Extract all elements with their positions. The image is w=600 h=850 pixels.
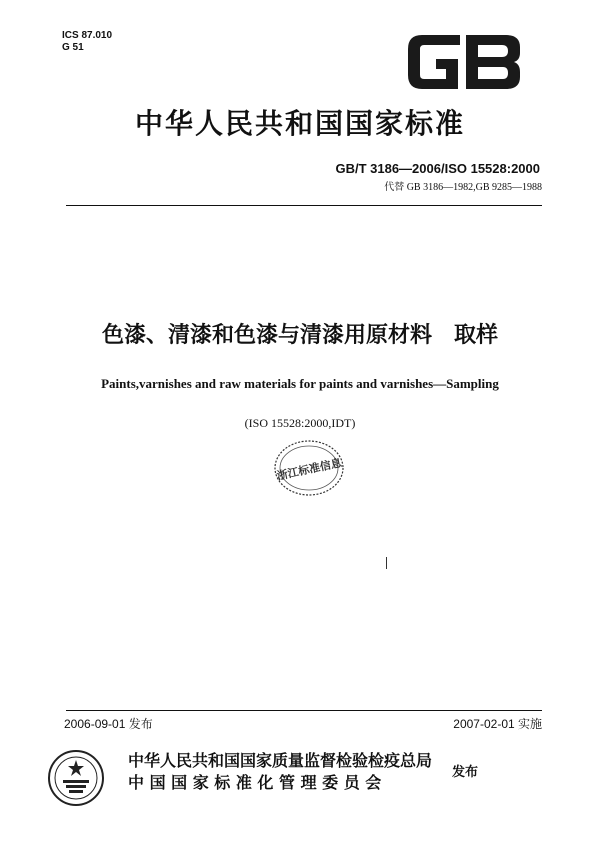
issue-label: 发布 bbox=[452, 765, 479, 780]
standard-number: GB/T 3186—2006/ISO 15528:2000 bbox=[335, 161, 540, 176]
stamp-text: 浙江标准信息 bbox=[275, 456, 343, 483]
publisher-seal-icon bbox=[46, 748, 106, 808]
iso-equivalence: (ISO 15528:2000,IDT) bbox=[244, 416, 356, 430]
scan-mark bbox=[386, 557, 387, 569]
standard-title: 中华人民共和国国家标准 bbox=[134, 107, 465, 140]
header-rule bbox=[66, 205, 542, 206]
ccs-code: G 51 bbox=[62, 42, 84, 53]
issue-date: 2006-09-01 发布 bbox=[64, 717, 153, 731]
document-title-en: Paints,varnishes and raw materials for paints and varnishes—Sampling bbox=[101, 376, 499, 391]
effective-date: 2007-02-01 实施 bbox=[453, 717, 542, 731]
classification-codes bbox=[62, 30, 112, 54]
document-title-cn: 色漆、清漆和色漆与清漆用原材料 取样 bbox=[101, 323, 498, 348]
publisher bbox=[128, 750, 432, 794]
stamp-seal bbox=[272, 438, 346, 498]
replaces-note: 代替 GB 3186—1982,GB 9285—1988 bbox=[384, 182, 542, 193]
footer-rule bbox=[66, 710, 542, 711]
ics-code: ICS 87.010 bbox=[62, 30, 113, 41]
publisher-line-1: 中华人民共和国国家质量监督检验检疫总局 bbox=[128, 751, 433, 770]
gb-logo bbox=[402, 27, 526, 97]
publisher-line-2: 中 国 国 家 标 准 化 管 理 委 员 会 bbox=[128, 773, 382, 792]
gb-logo-text: GB bbox=[464, 67, 466, 68]
